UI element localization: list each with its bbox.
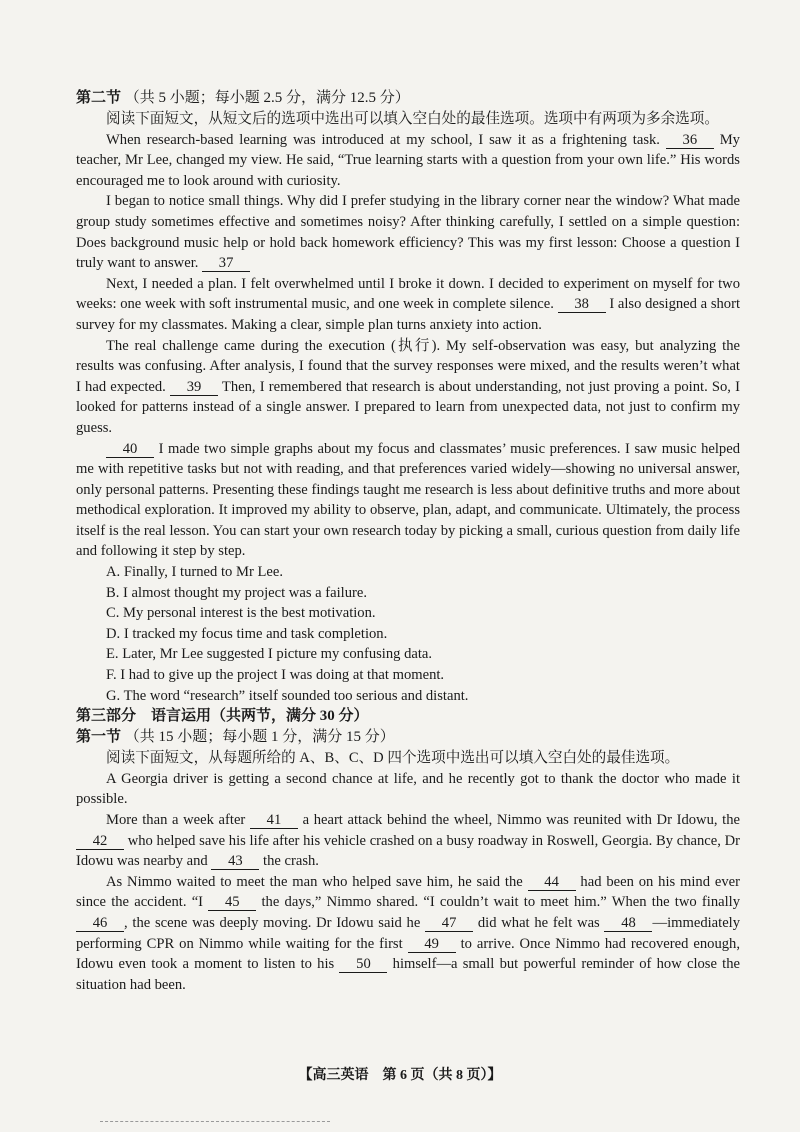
- blank-43: 43: [211, 853, 259, 870]
- passage2-text: had been on his mind ever since the accident. “I: [76, 873, 740, 911]
- option-d: D. I tracked my focus time and task completion.: [106, 625, 388, 642]
- passage2-text: —immediately performing CPR on Nimmo while waiting for the first: [76, 914, 741, 952]
- passage1-paragraph-2: [76, 191, 740, 273]
- passage1-text: I began to notice small things. Why did I prefer studying in the library corner near the window? What made group study sometimes effective and sometimes noisy? After thinking carefully, I settled on a simple question: Does background music help or hold back homework efficiency? This was my first lesson: Choose a question I truly want to answer.: [76, 193, 740, 272]
- passage2-text: As Nimmo waited to meet the man who helped save him, he said the: [106, 873, 523, 890]
- passage1-text: My teacher, Mr Lee, changed my view. He said, “True learning starts with a question from your own life.” His words encouraged me to look around with curiosity.: [76, 131, 740, 189]
- part3-section1-title: 第一节: [76, 729, 122, 746]
- blank-45: 45: [208, 894, 256, 911]
- blank-44: 44: [528, 874, 576, 891]
- passage1-text: The real challenge came during the execution (执行). My self-observation was easy, but analyzing the results was confusing. After analysis, I found that the survey responses were mixed, and the results weren’t what I had expected.: [76, 337, 740, 395]
- option-f: F. I had to give up the project I was doing at that moment.: [106, 667, 445, 684]
- blank-42: 42: [76, 833, 124, 850]
- passage2-text: , the scene was deeply moving. Dr Idowu said he: [124, 914, 421, 931]
- passage2-text: did what he felt was: [477, 914, 600, 931]
- option-e: E. Later, Mr Lee suggested I picture my confusing data.: [106, 646, 433, 663]
- exam-page: [76, 88, 740, 995]
- section2-heading: [76, 88, 740, 109]
- option-g: G. The word “research” itself sounded too serious and distant.: [106, 687, 469, 704]
- section2-instruction: 阅读下面短文，从短文后的选项中选出可以填入空白处的最佳选项。选项中有两项为多余选项。: [106, 111, 719, 127]
- blank-46: 46: [76, 915, 124, 932]
- passage1-text: Then, I remembered that research is about understanding, not just proving a point. So, I looked for patterns instead of a single answer. I prepared to learn from unexpected data, not just to confirm my guess.: [76, 378, 740, 436]
- page-footer: 【高三英语 第 6 页（共 8 页）】: [298, 1068, 502, 1083]
- passage2-text: More than a week after: [106, 812, 246, 828]
- blank-36: 36: [666, 132, 714, 149]
- passage1-text: I also designed a short survey for my classmates. Making a clear, simple plan turns anxiety into action.: [76, 296, 741, 333]
- blank-38: 38: [558, 296, 606, 313]
- option-c: C. My personal interest is the best motivation.: [106, 605, 376, 622]
- passage2-text: to arrive. Once Nimmo had recovered enough, Idowu even took a moment to listen to his: [76, 935, 740, 973]
- passage1-paragraph-5: [76, 439, 740, 563]
- blank-39: 39: [170, 379, 218, 396]
- section2-note: （共 5 小题；每小题 2.5 分，满分 12.5 分）: [124, 90, 410, 106]
- passage2-text: the days,” Nimmo shared. “I couldn’t wait to meet him.” When the two finally: [261, 894, 740, 911]
- passage2-text: a heart attack behind the wheel, Nimmo was reunited with Dr Idowu, the: [302, 812, 740, 828]
- passage1-text: I made two simple graphs about my focus and classmates’ music preferences. I saw music helped me with repetitive tasks but not with reading, and that preferences varied widely—showing no universal answer, only personal patterns. Presenting these findings taught me research is less about definitive truths and more about methodical exploration. It improved my ability to observe, plan, adapt, and communicate. Ultimately, the process itself is the real lesson. You can start your own research today by picking a small, curious question from daily life and following it step by step.: [76, 440, 740, 560]
- option-a: A. Finally, I turned to Mr Lee.: [106, 564, 283, 581]
- passage1-text: Next, I needed a plan. I felt overwhelmed until I broke it down. I decided to experiment on myself for two weeks: one week with soft instrumental music, and one week in complete silence.: [76, 275, 740, 313]
- passage2-paragraph-3: [76, 872, 740, 996]
- passage1-paragraph-4: [76, 336, 740, 439]
- part3-section1-heading: [76, 727, 740, 748]
- passage2-text: the crash.: [263, 853, 319, 870]
- part3-section1-note: （共 15 小题；每小题 1 分，满分 15 分）: [124, 729, 395, 746]
- passage2-paragraph-2: [76, 810, 740, 872]
- blank-41: 41: [250, 812, 298, 829]
- blank-47: 47: [425, 915, 473, 932]
- passage2-text: who helped save his life after his vehicle crashed on a busy roadway in Roswell, Georgia. By chance, Dr Idowu was nearby and: [76, 832, 741, 870]
- blank-37: 37: [202, 255, 250, 272]
- passage2-paragraph-1: A Georgia driver is getting a second chance at life, and he recently got to thank the doctor who made it possible.: [76, 770, 740, 808]
- section2-title: 第二节: [76, 90, 122, 106]
- blank-40: 40: [106, 441, 154, 458]
- part3-title: 第三部分 语言运用（共两节，满分 30 分）: [76, 708, 369, 725]
- blank-49: 49: [408, 936, 456, 953]
- passage2-text: himself—a small but powerful reminder of how close the situation had been.: [76, 956, 740, 993]
- option-b: B. I almost thought my project was a failure.: [106, 584, 368, 601]
- passage1-text: When research-based learning was introduced at my school, I saw it as a frightening task.: [106, 131, 660, 148]
- blank-50: 50: [339, 956, 387, 973]
- part3-instruction: 阅读下面短文，从每题所给的 A、B、C、D 四个选项中选出可以填入空白处的最佳选项。: [106, 750, 680, 767]
- passage1-paragraph-3: [76, 274, 740, 336]
- passage1-paragraph-1: [76, 130, 740, 192]
- blank-48: 48: [604, 915, 652, 932]
- footer-divider: [100, 1121, 330, 1123]
